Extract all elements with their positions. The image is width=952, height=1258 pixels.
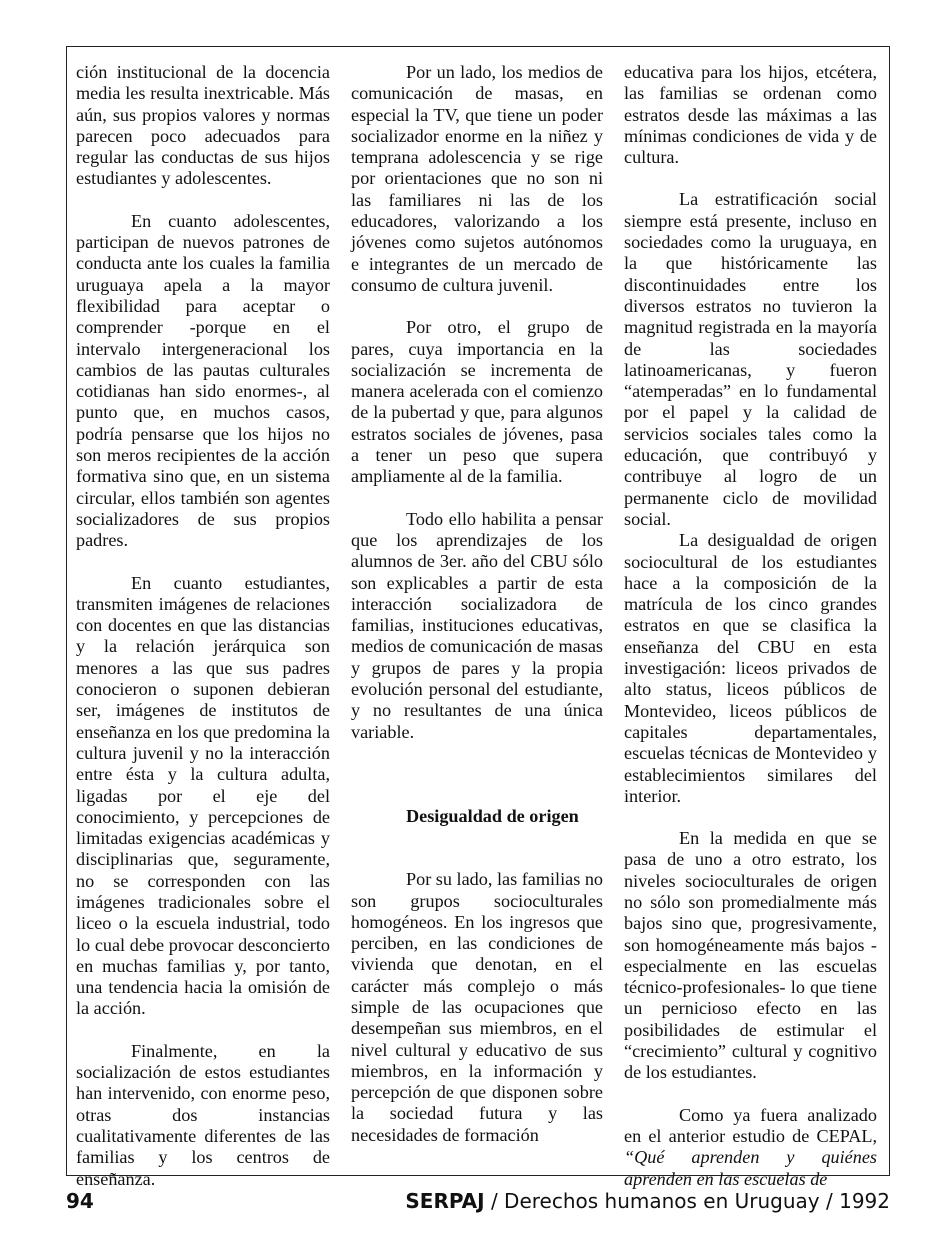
paragraph: Por su lado, las familias no son grupos socioculturales homogéneos. En los ingresos que perciben, en las condiciones de vivienda que denotan, en el carácter más complejo o más simple de las ocupaciones que desempeñan sus miembros, en el nivel cultural y educativo de sus miembros, en la información y percepción de que disponen sobre la sociedad futura y las necesidades de formación [351,869,604,1145]
paragraph [624,1105,877,1190]
paragraph: En cuanto estudiantes, transmiten imágenes de relaciones con docentes en que las distancias y la relación jerárquica son menores a las que sus padres conocieron o suponen debieran ser, imágenes de institutos de enseñanza en los que predomina la cultura juvenil y no la interacción entre ésta y la cultura adulta, ligadas por el eje del conocimiento, y percepciones de limitadas exigencias académicas y disciplinarias que, seguramente, no se corresponden con las imágenes tradicionales sobre el liceo o la escuela industrial, todo lo cual debe provocar desconcierto en muchas familias y, por tanto, una tendencia hacia la omisión de la acción. [76,572,330,1019]
paragraph-text: Como ya fuera analizado en el anterior estudio de CEPAL, [624,1104,877,1146]
paragraph: En cuanto adolescentes, participan de nuevos patrones de conducta ante los cuales la familia uruguaya apela a la mayor flexibilidad para aceptar o comprender -porque en el intervalo intergeneracional los cambios de las pautas culturales cotidianas han sido enormes-, al punto que, en muchos casos, podría pensarse que los hijos no son meros recipientes de la acción formativa sino que, en un sistema circular, ellos también son agentes socializadores de sus propios padres. [76,210,330,551]
publication-title: / Derechos humanos en Uruguay / 1992 [484,1189,890,1213]
paragraph: Por otro, el grupo de pares, cuya importancia en la socialización se incrementa de manera acelerada con el comienzo de la pubertad y que, para algunos estratos sociales de jóvenes, pasa a tener un peso que supera ampliamente al de la familia. [351,317,603,487]
cited-title: “Qué aprenden y quiénes aprenden en las escuelas de [624,1147,877,1189]
page-footer [66,1189,890,1217]
paragraph: La estratificación social siempre está presente, incluso en sociedades como la uruguaya, en la que históricamente las discontinuidades entre los diversos estratos no tuvieron la magnitud registrada en la mayoría de las sociedades latinoamericanas, y fueron “atemperadas” en lo fundamental por el papel y la calidad de servicios sociales tales como la educación, que contribuyó y contribuye al logro de un permanente ciclo de movilidad social. [624,189,877,529]
column-3 [624,62,877,1190]
paragraph: Todo ello habilita a pensar que los aprendizajes de los alumnos de 3er. año del CBU sólo son explicables a partir de esta interacción socializadora de familias, instituciones educativas, medios de comunicación de masas y grupos de pares y la propia evolución personal del estudiante, y no resultantes de una única variable. [351,508,603,742]
paragraph: La desigualdad de origen sociocultural de los estudiantes hace a la composición de la matrícula de los cinco grandes estratos en que se clasifica la enseñanza del CBU en esta investigación: liceos privados de alto status, liceos públicos de Montevideo, liceos públicos de capitales departamentales, escuelas técnicas de Montevideo y establecimientos similares del interior. [624,530,877,806]
paragraph: Finalmente, en la socialización de estos estudiantes han intervenido, con enorme peso, otras dos instancias cualitativamente diferentes de las familias y los centros de enseñanza. [76,1040,330,1189]
running-footer [405,1189,890,1213]
paragraph: Por un lado, los medios de comunicación de masas, en especial la TV, que tiene un poder socializador enorme en la niñez y temprana adolescencia y se rige por orientaciones que no son ni las familiares ni las de los educadores, valorizando a los jóvenes como sujetos autónomos e integrantes de un mercado de consumo de cultura juvenil. [351,62,603,295]
publisher-name: SERPAJ [405,1189,485,1213]
section-heading: Desigualdad de origen [406,805,579,826]
paragraph: ción institucional de la docencia media les resulta inextricable. Más aún, sus propios valores y normas parecen poco adecuados para regular las conductas de sus hijos estudiantes y adolescentes. [76,62,330,189]
column-1 [76,62,330,1190]
page-number: 94 [66,1189,94,1213]
paragraph: En la medida en que se pasa de uno a otro estrato, los niveles socioculturales de origen no sólo son promedialmente más bajos sino que, progresivamente, son homogéneamente más bajos -especialmente en las escuelas técnico-profesionales- lo que tiene un pernicioso efecto en las posibilidades de estimular el “crecimiento” cultural y cognitivo de los estudiantes. [624,828,877,1083]
column-2 [351,62,603,1146]
paragraph: educativa para los hijos, etcétera, las familias se ordenan como estratos desde las máximas a las mínimas condiciones de vida y de cultura. [624,62,877,168]
